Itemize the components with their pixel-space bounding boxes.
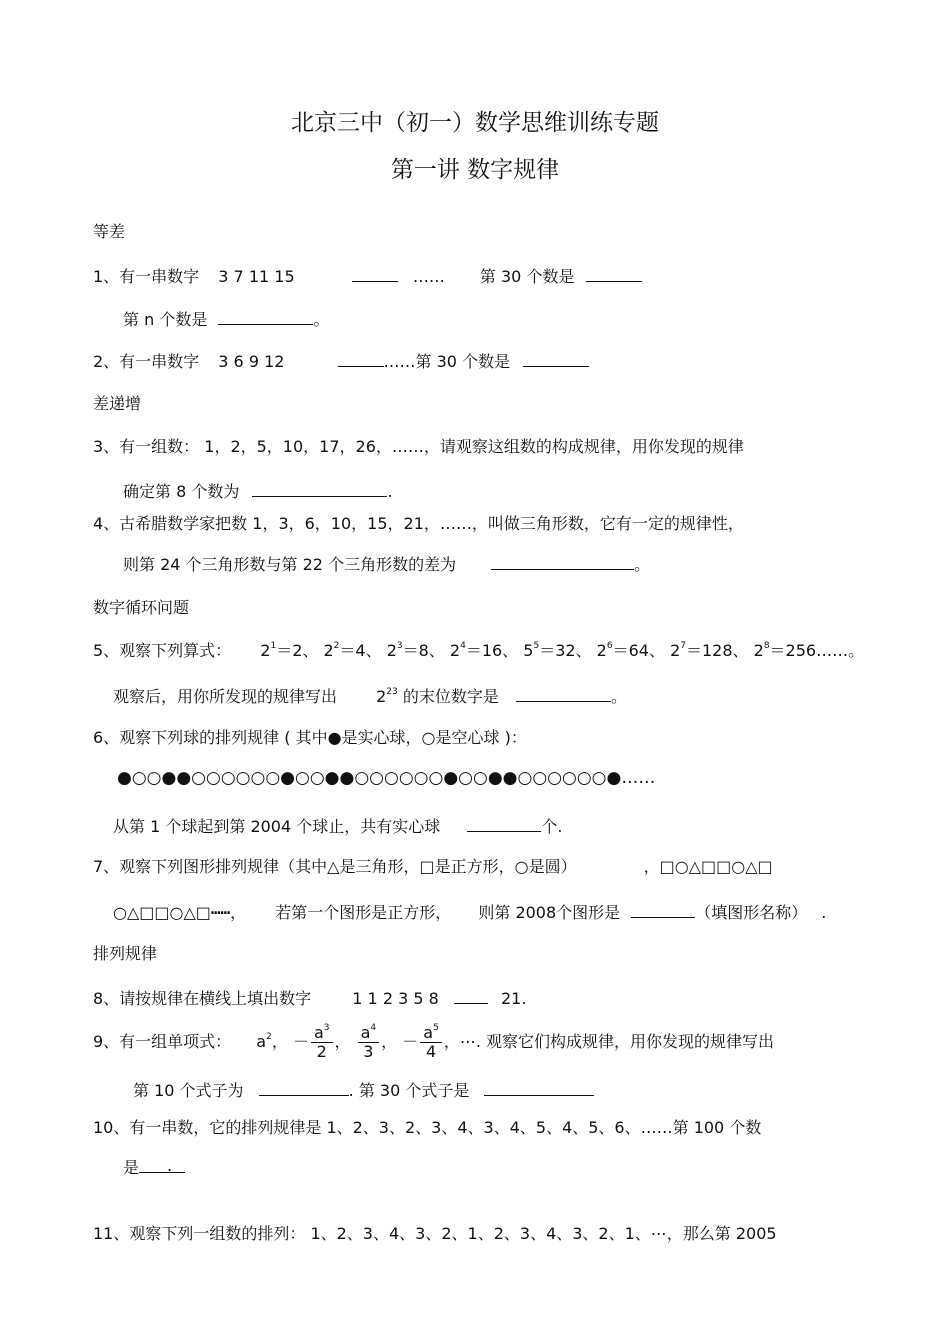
- q5-question: 观察后，用你所发现的规律写出: [113, 687, 338, 706]
- question-11-line-1: 11、观察下列一组数的排列： 1、2、3、4、3、2、1、2、3、4、3、2、1、⋯，那么第 2005: [93, 1224, 777, 1243]
- question-3-line-1: 3、有一组数： 1，2，5，10，17，26，……，请观察这组数的构成规律，用你发现的规律: [93, 437, 744, 456]
- fraction: $\frac{a^4}{3}$: [358, 1024, 380, 1061]
- q2-sequence: 3 6 9 12: [218, 352, 285, 371]
- q3-end: .: [387, 482, 393, 501]
- question-1-line-1: [93, 265, 642, 287]
- question-10-line-2: [123, 1156, 185, 1178]
- q8-end: 21.: [500, 989, 527, 1008]
- question-2: [93, 350, 589, 372]
- q6-question: 从第 1 个球起到第 2004 个球止，共有实心球: [113, 817, 441, 836]
- q7-shapes-2: ○△□□○△□┅┅，: [113, 903, 247, 922]
- question-5-line-1: [93, 641, 864, 661]
- answer-blank: [259, 1079, 349, 1096]
- q1-question: 第 30 个数是: [479, 267, 575, 286]
- section-heading: 排列规律: [93, 944, 158, 963]
- section-heading: 等差: [93, 222, 126, 241]
- question-1-line-2: [123, 308, 329, 330]
- answer-blank: [484, 1079, 594, 1096]
- q7-end: .: [821, 903, 827, 922]
- minus-sign: －: [402, 1032, 419, 1051]
- ball-sequence: ●○○●●○○○○○○●○○●●○○○○○○●○○●●○○○○○○●……: [117, 768, 656, 788]
- power-term: $5^5=32$、: [523, 641, 592, 660]
- q5-end: 。: [610, 687, 627, 706]
- answer-blank: [352, 265, 398, 282]
- q1-question-2: 第 n 个数是: [123, 310, 208, 329]
- answer-blank: [523, 350, 589, 367]
- power-term: $2^3=8$、: [386, 641, 445, 660]
- question-6-line-1: 6、观察下列球的排列规律 ( 其中●是实心球，○是空心球 )：: [93, 728, 527, 747]
- question-7-line-2: [113, 901, 826, 923]
- q7-condition: 若第一个图形是正方形，: [275, 903, 452, 922]
- question-9-line-1: 9、有一组单项式： $a^2$， － $\frac{a^3}{2}$ ， $\frac{a^4}{3}$ ， － $\frac{a^5}{4}$ ，⋯. 观察它们构成规律，用你发现的规律写出: [93, 1023, 775, 1061]
- answer-blank: [491, 553, 634, 570]
- q9-tail: ，⋯. 观察它们构成规律，用你发现的规律写出: [443, 1032, 775, 1051]
- q9-question: 第 10 个式子为: [133, 1081, 244, 1100]
- monomial: $a^2$: [256, 1032, 272, 1051]
- q1-dots: ……: [412, 267, 445, 286]
- power-term: $2^2=4$、: [323, 641, 382, 660]
- answer-blank: [516, 685, 611, 702]
- page-subtitle: 第一讲 数字规律: [390, 157, 560, 183]
- q6-end: 个.: [541, 817, 563, 836]
- page-title: 北京三中（初一）数学思维训练专题: [291, 110, 659, 136]
- answer-blank: [586, 265, 642, 282]
- answer-blank: [454, 987, 488, 1004]
- section-heading: 数字循环问题: [93, 598, 190, 617]
- q5-question-tail: 的末位数字是: [402, 687, 499, 706]
- answer-blank: [631, 901, 695, 918]
- power-term: $2^7=128$、: [670, 641, 749, 660]
- q7-lead: 7、观察下列图形排列规律（其中△是三角形，□是正方形，○是圆）: [93, 857, 577, 876]
- q2-question: ……第 30 个数是: [383, 352, 511, 371]
- power-term: $2^{23}$: [376, 687, 398, 706]
- q1-lead: 1、有一串数字: [93, 267, 200, 286]
- question-7-line-1: [93, 857, 773, 877]
- question-8: [93, 987, 526, 1009]
- question-6-line-3: [113, 815, 562, 837]
- q7-shapes: ，□○△□□○△□: [643, 857, 773, 876]
- power-term: $2^4=16$、: [449, 641, 519, 660]
- fraction: $\frac{a^3}{2}$: [311, 1024, 333, 1061]
- q8-lead: 8、请按规律在横线上填出数字: [93, 989, 312, 1008]
- power-term: $2^6=64$、: [596, 641, 665, 660]
- answer-blank: [218, 308, 313, 325]
- q7-question: 则第 2008个图形是: [478, 903, 621, 922]
- question-4-line-2: [123, 553, 650, 575]
- q4-question: 则第 24 个三角形数与第 22 个三角形数的差为: [123, 555, 457, 574]
- q10-lead: 是: [123, 1158, 140, 1177]
- q9-lead: 9、有一组单项式：: [93, 1032, 232, 1051]
- answer-blank: [467, 815, 541, 832]
- q5-lead: 5、观察下列算式：: [93, 641, 232, 660]
- q4-end: 。: [634, 555, 651, 574]
- answer-blank: [338, 350, 384, 367]
- q9-question-2: . 第 30 个式子是: [348, 1081, 470, 1100]
- question-3-line-2: [123, 480, 393, 502]
- power-term: $2^8=256\dots\dots$。: [753, 641, 865, 660]
- q7-hint: （填图形名称）: [695, 903, 808, 922]
- fraction: $\frac{a^5}{4}$: [420, 1024, 442, 1061]
- q8-sequence: 1 1 2 3 5 8: [352, 989, 439, 1008]
- minus-sign: －: [292, 1032, 309, 1051]
- answer-blank: .: [139, 1156, 185, 1173]
- answer-blank: [252, 480, 387, 497]
- q2-lead: 2、有一串数字: [93, 352, 200, 371]
- q1-end: 。: [313, 310, 330, 329]
- question-5-line-2: [113, 685, 627, 707]
- question-4-line-1: 4、古希腊数学家把数 1，3，6，10，15，21，……，叫做三角形数，它有一定的规律性，: [93, 514, 744, 533]
- question-9-line-2: [133, 1079, 594, 1101]
- question-10-line-1: 10、有一串数，它的排列规律是 1、2、3、2、3、4、3、4、5、4、5、6、……第 100 个数: [93, 1118, 762, 1137]
- power-term: $2^1=2$、: [260, 641, 319, 660]
- q1-sequence: 3 7 11 15: [218, 267, 295, 286]
- q3-question: 确定第 8 个数为: [123, 482, 240, 501]
- section-heading: 差递增: [93, 394, 142, 413]
